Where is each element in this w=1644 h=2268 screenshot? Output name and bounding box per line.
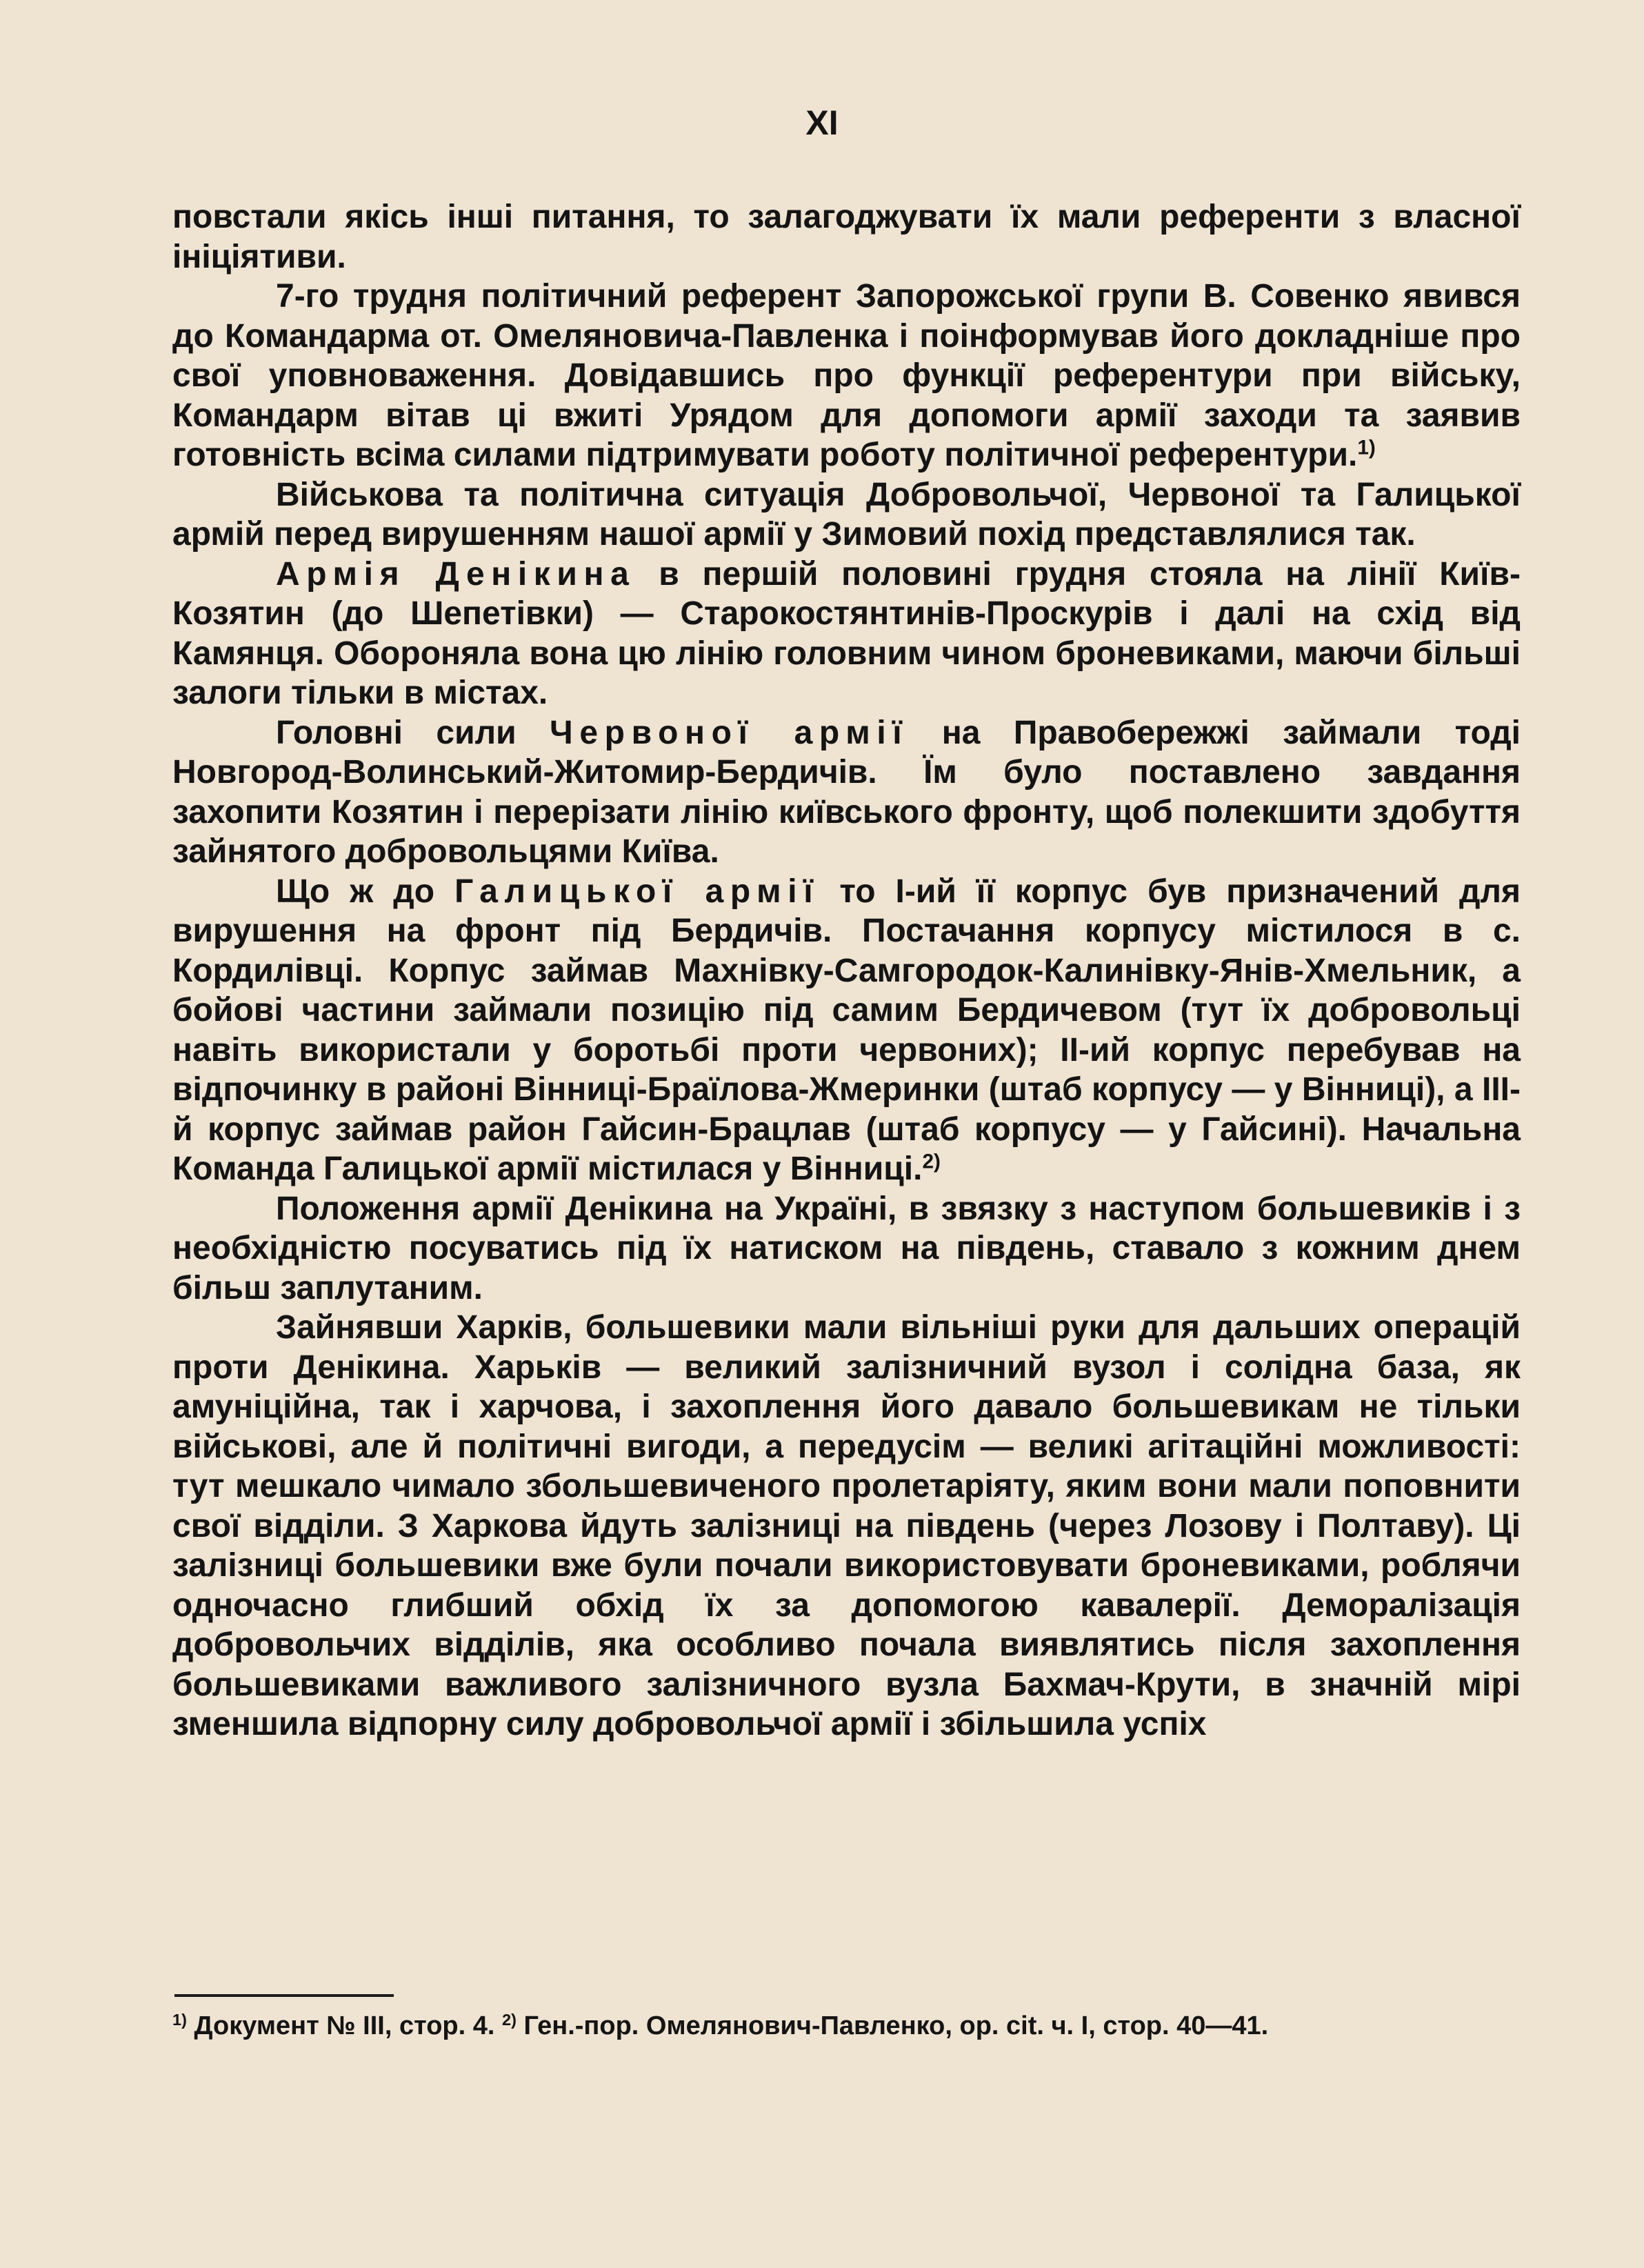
paragraph-pre: Що ж до (276, 873, 455, 910)
paragraph-denikin-army (172, 555, 1521, 713)
footnotes (172, 2009, 1521, 2043)
body-text (172, 197, 1521, 1744)
paragraph-galician-army (172, 872, 1521, 1189)
paragraph-lead-term: Армія Денікина (276, 555, 636, 593)
footnote-mark-1: 1) (172, 2011, 187, 2029)
paragraph-text: Положення армії Денікина на Україні, в звязку з наступом большевиків і з необхідністю посуватись під їх натиском на південь, ставало з кожним днем більш заплутаним. (172, 1190, 1521, 1306)
paragraph-red-army (172, 713, 1521, 872)
paragraph-kharkiv (172, 1308, 1521, 1744)
paragraph-text: в першій половині грудня стояла на лінії Київ-Козятин (до Шепетівки) — Старокостянтинів-Проскурів і далі на схід від Камянця. Обороняла вона цю лінію головним чином броневиками, маючи більші залоги тільки в містах. (172, 555, 1521, 711)
page-number: XI (805, 103, 839, 142)
paragraph-text: повстали якісь інші питання, то залагоджувати їх мали референти з власної ініціятиви. (172, 199, 1521, 275)
paragraph-text: Військова та політична ситуація Добровольчої, Червоної та Галицької армій перед вирушенням нашої армії у Зимовий похід представлялися так. (172, 476, 1521, 553)
paragraph-political-referent (172, 277, 1521, 475)
paragraph-text: Зайнявши Харків, большевики мали вільніші руки для дальших операцій проти Денікина. Харьків — великий залізничний вузол і солідна база, як амуніційна, так і харчова, і захоплення його давало большевикам не тільки військові, але й політичні вигоди, а передусім — великі агітаційні можливості: тут мешкало чимало збольшевиченого пролетаріяту, яким вони мали поповнити свої відділи. З Харкова йдуть залізниці на південь (через Лозову і Полтаву). Ці залізниці большевики вже були почали використовувати броневиками, роблячи одночасно глибший обхід їх за допомогою кавалерії. Деморалізація добровольчих відділів, яка особливо почала виявлятись після захоплення большевиками важливого залізничного вузла Бахмач-Крути, в значній мірі зменшила відпорну силу добровольчої армії і збільшила успіх (172, 1309, 1521, 1742)
paragraph-text: то І-ий її корпус був призначений для вирушення на фронт під Бердичів. Постачання корпусу містилося в с. Кордилівці. Корпус займав Махнівку-Самгородок-Калинівку-Янів-Хмельник, а бойові частини займали позицію під самим Бердичевом (тут їх добровольці навіть використали у боротьбі проти червоних); ІІ-ий корпус перебував на відпочинку в районі Вінниці-Браїлова-Жмеринки (штаб корпусу — у Вінниці), а ІІІ-й корпус займав район Гайсин-Брацлав (штаб корпусу — у Гайсині). Начальна Команда Галицької армії містилася у Вінниці. (172, 873, 1521, 1187)
footnote-mark-2: 2) (502, 2011, 517, 2029)
footnote-1: Документ № ІІІ, стор. 4. (186, 2011, 502, 2040)
footnote-ref-1: 1) (1357, 436, 1376, 459)
footnote-divider (174, 1994, 394, 1997)
paragraph-denikin-position (172, 1189, 1521, 1309)
paragraph-pre: Головні сили (276, 714, 550, 751)
paragraph-text: на Правобережжі займали тоді Новгород-Волинський-Житомир-Бердичів. Їм було поставлено завдання захопити Козятин і перерізати лінію київського фронту, щоб полекшити здобуття зайнятого добровольцями Київа. (172, 714, 1521, 870)
paragraph-text: 7-го трудня політичний референт Запорожської групи В. Совенко явився до Командарма от. Омеляновича-Павленка і поінформував його докладніше про свої уповноваження. Довідавшись про функції референтури при війську, Командарм вітав ці вжиті Урядом для допомоги армії заходи та заявив готовність всіма силами підтримувати роботу політичної референтури. (172, 278, 1521, 473)
paragraph-military-situation (172, 475, 1521, 555)
paragraph-lead-term: Галицької армії (454, 873, 820, 910)
paragraph-continuation (172, 197, 1521, 277)
footnote-ref-2: 2) (922, 1150, 941, 1173)
paragraph-lead-term: Червоної армії (550, 714, 909, 751)
footnote-2: Ген.-пор. Омелянович-Павленко, ор. cit. ч. І, стор. 40—41. (516, 2011, 1269, 2040)
